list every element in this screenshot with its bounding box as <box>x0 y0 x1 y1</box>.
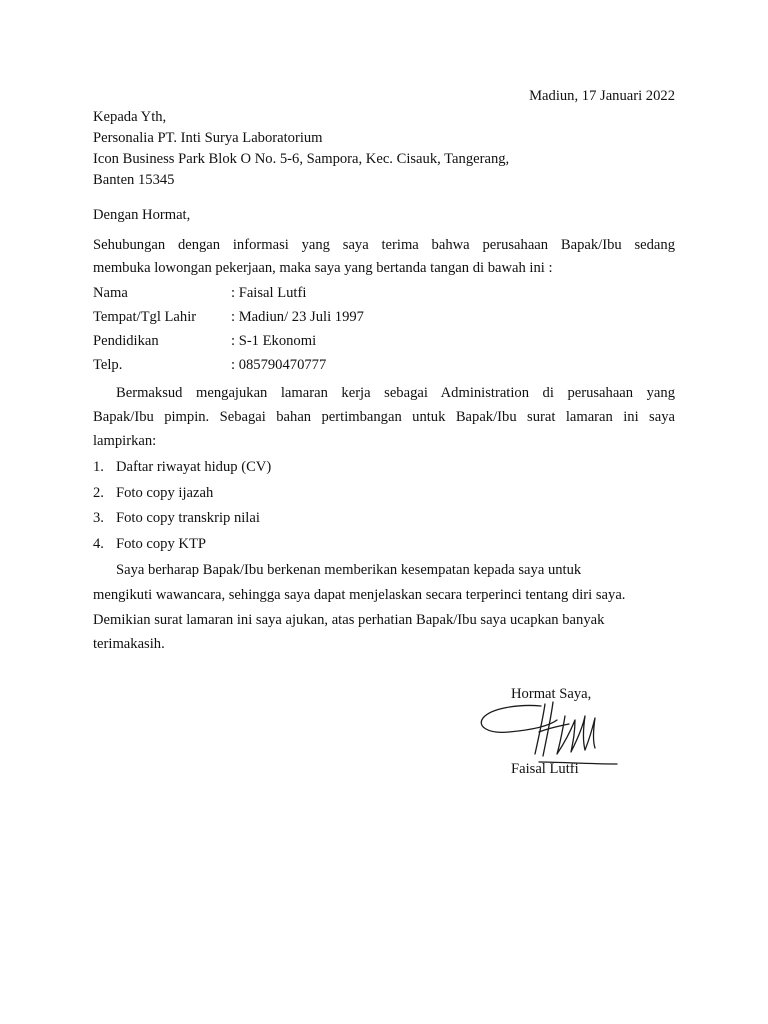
attachment-number: 1. <box>93 459 104 475</box>
recipient-line: Personalia PT. Inti Surya Laboratorium <box>93 130 323 146</box>
attachment-number: 3. <box>93 510 104 526</box>
purpose-line: Bermaksud mengajukan lamaran kerja sebagai Administration di perusahaan yang <box>116 385 675 401</box>
closing-paragraph-line: Saya berharap Bapak/Ibu berkenan memberikan kesempatan kepada saya untuk <box>116 562 582 578</box>
field-label-tempat-tgl-lahir: Tempat/Tgl Lahir <box>93 309 197 325</box>
signer-name: Faisal Lutfi <box>511 761 579 777</box>
recipient-line: Banten 15345 <box>93 172 175 188</box>
field-value-tempat-tgl-lahir: : Madiun/ 23 Juli 1997 <box>231 309 364 325</box>
attachment-item: Foto copy KTP <box>116 536 206 552</box>
field-value-nama: : Faisal Lutfi <box>231 285 307 301</box>
attachment-item: Foto copy ijazah <box>116 485 214 501</box>
greeting: Dengan Hormat, <box>93 207 191 223</box>
attachment-item: Foto copy transkrip nilai <box>116 510 260 526</box>
recipient-line: Kepada Yth, <box>93 109 167 125</box>
field-value-pendidikan: : S-1 Ekonomi <box>231 333 317 349</box>
recipient-line: Icon Business Park Blok O No. 5-6, Sampora, Kec. Cisauk, Tangerang, <box>93 151 510 167</box>
purpose-line: Bapak/Ibu pimpin. Sebagai bahan pertimbangan untuk Bapak/Ibu surat lamaran ini saya <box>93 409 675 425</box>
closing-paragraph-line: Demikian surat lamaran ini saya ajukan, atas perhatian Bapak/Ibu saya ucapkan banyak <box>93 612 605 628</box>
field-label-nama: Nama <box>93 285 128 301</box>
attachment-number: 2. <box>93 485 104 501</box>
intro-line: Sehubungan dengan informasi yang saya terima bahwa perusahaan Bapak/Ibu sedang <box>93 237 675 253</box>
letter-date: Madiun, 17 Januari 2022 <box>529 88 675 104</box>
purpose-line: lampirkan: <box>93 433 157 449</box>
field-value-telp: : 085790470777 <box>231 357 327 373</box>
signature-image <box>479 696 619 766</box>
closing-salutation: Hormat Saya, <box>511 686 592 702</box>
letter-page <box>93 0 675 1024</box>
closing-paragraph-line: mengikuti wawancara, sehingga saya dapat menjelaskan secara terperinci tentang diri saya. <box>93 587 626 603</box>
closing-paragraph-line: terimakasih. <box>93 636 165 652</box>
field-label-telp: Telp. <box>93 357 123 373</box>
field-label-pendidikan: Pendidikan <box>93 333 159 349</box>
intro-line: membuka lowongan pekerjaan, maka saya yang bertanda tangan di bawah ini : <box>93 260 553 276</box>
attachment-number: 4. <box>93 536 104 552</box>
attachment-item: Daftar riwayat hidup (CV) <box>116 459 272 475</box>
